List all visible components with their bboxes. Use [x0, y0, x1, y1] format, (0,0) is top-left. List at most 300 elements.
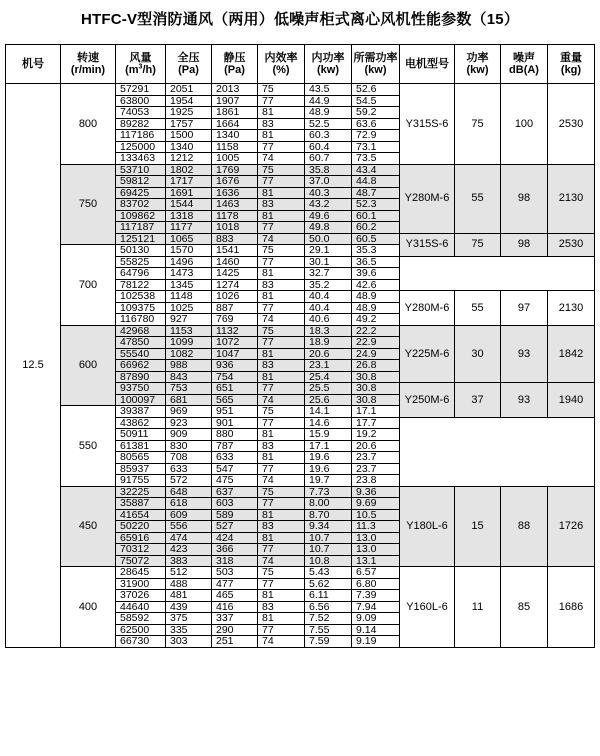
required-power-cell: 30.8 [352, 371, 400, 383]
internal-power-cell: 60.7 [305, 153, 352, 165]
total-pressure-cell: 1148 [166, 291, 212, 303]
static-pressure-cell: 1005 [212, 153, 258, 165]
airflow-cell: 42968 [116, 325, 166, 337]
airflow-cell: 64796 [116, 268, 166, 280]
total-pressure-cell: 2051 [166, 84, 212, 96]
internal-power-cell: 35.8 [305, 164, 352, 176]
weight-cell: 2530 [548, 233, 595, 256]
internal-power-cell: 40.4 [305, 302, 352, 314]
efficiency-cell: 83 [258, 521, 305, 533]
speed-cell: 800 [61, 84, 116, 165]
table-row [6, 567, 595, 579]
noise-cell: 98 [501, 164, 548, 233]
total-pressure-cell: 1717 [166, 176, 212, 188]
total-pressure-cell: 927 [166, 314, 212, 326]
airflow-cell: 62500 [116, 624, 166, 636]
static-pressure-cell: 503 [212, 567, 258, 579]
efficiency-cell: 77 [258, 544, 305, 556]
efficiency-cell: 74 [258, 233, 305, 245]
static-pressure-cell: 1026 [212, 291, 258, 303]
airflow-cell: 53710 [116, 164, 166, 176]
total-pressure-cell: 303 [166, 636, 212, 648]
power-cell: 55 [455, 291, 501, 326]
efficiency-cell: 77 [258, 463, 305, 475]
required-power-cell: 9.14 [352, 624, 400, 636]
airflow-cell: 63800 [116, 95, 166, 107]
header-row [6, 45, 595, 84]
static-pressure-cell: 251 [212, 636, 258, 648]
efficiency-cell: 83 [258, 199, 305, 211]
internal-power-cell: 8.70 [305, 509, 352, 521]
internal-power-cell: 32.7 [305, 268, 352, 280]
weight-cell: 1726 [548, 486, 595, 567]
total-pressure-cell: 1691 [166, 187, 212, 199]
performance-table [5, 44, 595, 648]
internal-power-cell: 17.1 [305, 440, 352, 452]
static-pressure-cell: 416 [212, 601, 258, 613]
required-power-cell: 73.1 [352, 141, 400, 153]
required-power-cell: 17.1 [352, 406, 400, 418]
noise-cell: 97 [501, 291, 548, 326]
required-power-cell: 54.5 [352, 95, 400, 107]
static-pressure-cell: 477 [212, 578, 258, 590]
header-model: 机号 [6, 45, 61, 84]
efficiency-cell: 75 [258, 486, 305, 498]
internal-power-cell: 10.7 [305, 544, 352, 556]
total-pressure-cell: 512 [166, 567, 212, 579]
internal-power-cell: 9.34 [305, 521, 352, 533]
efficiency-cell: 77 [258, 141, 305, 153]
model-number-cell: 12.5 [6, 84, 61, 648]
internal-power-cell: 6.56 [305, 601, 352, 613]
airflow-cell: 50220 [116, 521, 166, 533]
static-pressure-cell: 880 [212, 429, 258, 441]
airflow-cell: 74053 [116, 107, 166, 119]
internal-power-cell: 49.6 [305, 210, 352, 222]
airflow-cell: 44640 [116, 601, 166, 613]
efficiency-cell: 77 [258, 256, 305, 268]
static-pressure-cell: 1178 [212, 210, 258, 222]
internal-power-cell: 6.11 [305, 590, 352, 602]
speed-cell: 600 [61, 325, 116, 406]
static-pressure-cell: 337 [212, 613, 258, 625]
required-power-cell: 35.3 [352, 245, 400, 257]
power-cell: 15 [455, 486, 501, 567]
efficiency-cell: 83 [258, 360, 305, 372]
internal-power-cell: 43.2 [305, 199, 352, 211]
efficiency-cell: 81 [258, 371, 305, 383]
required-power-cell: 48.9 [352, 291, 400, 303]
airflow-cell: 41654 [116, 509, 166, 521]
airflow-cell: 65916 [116, 532, 166, 544]
efficiency-cell: 77 [258, 302, 305, 314]
static-pressure-cell: 589 [212, 509, 258, 521]
performance-table-wrapper [5, 44, 594, 648]
total-pressure-cell: 1345 [166, 279, 212, 291]
required-power-cell: 52.3 [352, 199, 400, 211]
total-pressure-cell: 1082 [166, 348, 212, 360]
required-power-cell: 60.2 [352, 222, 400, 234]
total-pressure-cell: 609 [166, 509, 212, 521]
table-body [6, 84, 595, 648]
internal-power-cell: 7.73 [305, 486, 352, 498]
internal-power-cell: 35.2 [305, 279, 352, 291]
airflow-cell: 57291 [116, 84, 166, 96]
page-title: HTFC-V型消防通风（两用）低噪声柜式离心风机性能参数（15） [80, 11, 520, 28]
static-pressure-cell: 2013 [212, 84, 258, 96]
internal-power-cell: 8.00 [305, 498, 352, 510]
power-cell: 37 [455, 383, 501, 418]
required-power-cell: 39.6 [352, 268, 400, 280]
total-pressure-cell: 1212 [166, 153, 212, 165]
airflow-cell: 35887 [116, 498, 166, 510]
airflow-cell: 109862 [116, 210, 166, 222]
total-pressure-cell: 335 [166, 624, 212, 636]
static-pressure-cell: 787 [212, 440, 258, 452]
required-power-cell: 26.8 [352, 360, 400, 372]
internal-power-cell: 60.3 [305, 130, 352, 142]
internal-power-cell: 40.3 [305, 187, 352, 199]
airflow-cell: 70312 [116, 544, 166, 556]
efficiency-cell: 77 [258, 337, 305, 349]
required-power-cell: 22.2 [352, 325, 400, 337]
efficiency-cell: 74 [258, 636, 305, 648]
airflow-cell: 117187 [116, 222, 166, 234]
airflow-cell: 83702 [116, 199, 166, 211]
efficiency-cell: 77 [258, 498, 305, 510]
airflow-cell: 55825 [116, 256, 166, 268]
efficiency-cell: 81 [258, 509, 305, 521]
efficiency-cell: 74 [258, 314, 305, 326]
table-row [6, 84, 595, 96]
header-noise: 噪声 dB(A) [501, 45, 548, 84]
static-pressure-cell: 547 [212, 463, 258, 475]
static-pressure-cell: 1132 [212, 325, 258, 337]
efficiency-cell: 83 [258, 118, 305, 130]
airflow-cell: 47850 [116, 337, 166, 349]
header-total-pressure: 全压 (Pa) [166, 45, 212, 84]
power-cell: 11 [455, 567, 501, 648]
total-pressure-cell: 1473 [166, 268, 212, 280]
airflow-cell: 55540 [116, 348, 166, 360]
internal-power-cell: 10.8 [305, 555, 352, 567]
required-power-cell: 13.0 [352, 544, 400, 556]
motor-model-cell: Y225M-6 [400, 325, 455, 383]
airflow-cell: 93750 [116, 383, 166, 395]
required-power-cell: 13.1 [352, 555, 400, 567]
total-pressure-cell: 1544 [166, 199, 212, 211]
static-pressure-cell: 1018 [212, 222, 258, 234]
total-pressure-cell: 830 [166, 440, 212, 452]
internal-power-cell: 60.4 [305, 141, 352, 153]
static-pressure-cell: 1072 [212, 337, 258, 349]
header-efficiency: 内效率 (%) [258, 45, 305, 84]
efficiency-cell: 75 [258, 406, 305, 418]
motor-model-cell: Y280M-6 [400, 164, 455, 233]
total-pressure-cell: 843 [166, 371, 212, 383]
static-pressure-cell: 883 [212, 233, 258, 245]
total-pressure-cell: 969 [166, 406, 212, 418]
airflow-cell: 78122 [116, 279, 166, 291]
internal-power-cell: 23.1 [305, 360, 352, 372]
airflow-cell: 37026 [116, 590, 166, 602]
internal-power-cell: 25.5 [305, 383, 352, 395]
airflow-cell: 80565 [116, 452, 166, 464]
power-cell: 55 [455, 164, 501, 233]
internal-power-cell: 5.43 [305, 567, 352, 579]
header-speed: 转速 (r/min) [61, 45, 116, 84]
required-power-cell: 23.8 [352, 475, 400, 487]
airflow-cell: 69425 [116, 187, 166, 199]
header-internal-power: 内功率 (kw) [305, 45, 352, 84]
airflow-cell: 89282 [116, 118, 166, 130]
static-pressure-cell: 603 [212, 498, 258, 510]
required-power-cell: 22.9 [352, 337, 400, 349]
static-pressure-cell: 637 [212, 486, 258, 498]
header-airflow: 风量 $(m^3/h)$ [116, 45, 166, 84]
motor-model-cell: Y280M-6 [400, 291, 455, 326]
internal-power-cell: 30.1 [305, 256, 352, 268]
required-power-cell: 60.5 [352, 233, 400, 245]
internal-power-cell: 49.8 [305, 222, 352, 234]
table-row [6, 325, 595, 337]
required-power-cell: 48.7 [352, 187, 400, 199]
internal-power-cell: 50.0 [305, 233, 352, 245]
total-pressure-cell: 923 [166, 417, 212, 429]
efficiency-cell: 74 [258, 394, 305, 406]
efficiency-cell: 81 [258, 291, 305, 303]
weight-cell: 2130 [548, 291, 595, 326]
internal-power-cell: 25.4 [305, 371, 352, 383]
motor-model-cell: Y180L-6 [400, 486, 455, 567]
total-pressure-cell: 423 [166, 544, 212, 556]
static-pressure-cell: 901 [212, 417, 258, 429]
airflow-cell: 28645 [116, 567, 166, 579]
required-power-cell: 7.94 [352, 601, 400, 613]
efficiency-cell: 75 [258, 325, 305, 337]
table-row [6, 164, 595, 176]
required-power-cell: 60.1 [352, 210, 400, 222]
total-pressure-cell: 1340 [166, 141, 212, 153]
static-pressure-cell: 633 [212, 452, 258, 464]
total-pressure-cell: 1153 [166, 325, 212, 337]
total-pressure-cell: 375 [166, 613, 212, 625]
internal-power-cell: 40.6 [305, 314, 352, 326]
internal-power-cell: 25.6 [305, 394, 352, 406]
efficiency-cell: 83 [258, 279, 305, 291]
table-row [6, 486, 595, 498]
total-pressure-cell: 1025 [166, 302, 212, 314]
efficiency-cell: 77 [258, 222, 305, 234]
efficiency-cell: 77 [258, 176, 305, 188]
airflow-cell: 109375 [116, 302, 166, 314]
static-pressure-cell: 1460 [212, 256, 258, 268]
total-pressure-cell: 1757 [166, 118, 212, 130]
required-power-cell: 52.6 [352, 84, 400, 96]
efficiency-cell: 81 [258, 532, 305, 544]
required-power-cell: 17.7 [352, 417, 400, 429]
weight-cell: 2130 [548, 164, 595, 233]
efficiency-cell: 74 [258, 153, 305, 165]
total-pressure-cell: 708 [166, 452, 212, 464]
required-power-cell: 48.9 [352, 302, 400, 314]
efficiency-cell: 81 [258, 268, 305, 280]
efficiency-cell: 77 [258, 624, 305, 636]
airflow-cell: 32225 [116, 486, 166, 498]
required-power-cell: 73.5 [352, 153, 400, 165]
static-pressure-cell: 887 [212, 302, 258, 314]
static-pressure-cell: 951 [212, 406, 258, 418]
airflow-cell: 50911 [116, 429, 166, 441]
efficiency-cell: 81 [258, 348, 305, 360]
noise-cell: 98 [501, 233, 548, 256]
required-power-cell: 44.8 [352, 176, 400, 188]
efficiency-cell: 81 [258, 187, 305, 199]
motor-model-cell: Y315S-6 [400, 233, 455, 256]
noise-cell: 85 [501, 567, 548, 648]
required-power-cell: 20.6 [352, 440, 400, 452]
required-power-cell: 36.5 [352, 256, 400, 268]
airflow-cell: 39387 [116, 406, 166, 418]
internal-power-cell: 18.3 [305, 325, 352, 337]
efficiency-cell: 77 [258, 417, 305, 429]
efficiency-cell: 77 [258, 383, 305, 395]
static-pressure-cell: 651 [212, 383, 258, 395]
static-pressure-cell: 290 [212, 624, 258, 636]
airflow-cell: 125000 [116, 141, 166, 153]
weight-cell: 1842 [548, 325, 595, 383]
static-pressure-cell: 1274 [212, 279, 258, 291]
static-pressure-cell: 936 [212, 360, 258, 372]
airflow-cell: 87890 [116, 371, 166, 383]
static-pressure-cell: 1861 [212, 107, 258, 119]
static-pressure-cell: 769 [212, 314, 258, 326]
internal-power-cell: 15.9 [305, 429, 352, 441]
internal-power-cell: 7.55 [305, 624, 352, 636]
static-pressure-cell: 465 [212, 590, 258, 602]
static-pressure-cell: 565 [212, 394, 258, 406]
total-pressure-cell: 439 [166, 601, 212, 613]
static-pressure-cell: 1907 [212, 95, 258, 107]
airflow-cell: 102538 [116, 291, 166, 303]
airflow-cell: 61381 [116, 440, 166, 452]
required-power-cell: 43.4 [352, 164, 400, 176]
total-pressure-cell: 1099 [166, 337, 212, 349]
motor-model-cell: Y315S-6 [400, 84, 455, 165]
internal-power-cell: 37.0 [305, 176, 352, 188]
total-pressure-cell: 681 [166, 394, 212, 406]
header-required-power: 所需功率 (kw) [352, 45, 400, 84]
internal-power-cell: 44.9 [305, 95, 352, 107]
noise-cell: 93 [501, 325, 548, 383]
required-power-cell: 9.36 [352, 486, 400, 498]
total-pressure-cell: 988 [166, 360, 212, 372]
static-pressure-cell: 1769 [212, 164, 258, 176]
total-pressure-cell: 474 [166, 532, 212, 544]
motor-model-cell: Y250M-6 [400, 383, 455, 418]
static-pressure-cell: 1463 [212, 199, 258, 211]
airflow-cell: 59812 [116, 176, 166, 188]
internal-power-cell: 14.6 [305, 417, 352, 429]
static-pressure-cell: 1158 [212, 141, 258, 153]
speed-cell: 750 [61, 164, 116, 245]
total-pressure-cell: 909 [166, 429, 212, 441]
static-pressure-cell: 1047 [212, 348, 258, 360]
required-power-cell: 72.9 [352, 130, 400, 142]
internal-power-cell: 10.7 [305, 532, 352, 544]
speed-cell: 700 [61, 245, 116, 326]
required-power-cell: 7.39 [352, 590, 400, 602]
internal-power-cell: 7.52 [305, 613, 352, 625]
static-pressure-cell: 318 [212, 555, 258, 567]
internal-power-cell: 48.9 [305, 107, 352, 119]
total-pressure-cell: 1802 [166, 164, 212, 176]
power-cell: 75 [455, 84, 501, 165]
efficiency-cell: 77 [258, 95, 305, 107]
efficiency-cell: 81 [258, 613, 305, 625]
airflow-cell: 116780 [116, 314, 166, 326]
total-pressure-cell: 648 [166, 486, 212, 498]
internal-power-cell: 52.5 [305, 118, 352, 130]
required-power-cell: 9.69 [352, 498, 400, 510]
required-power-cell: 11.3 [352, 521, 400, 533]
total-pressure-cell: 488 [166, 578, 212, 590]
required-power-cell: 59.2 [352, 107, 400, 119]
internal-power-cell: 18.9 [305, 337, 352, 349]
required-power-cell: 23.7 [352, 463, 400, 475]
internal-power-cell: 7.59 [305, 636, 352, 648]
total-pressure-cell: 1318 [166, 210, 212, 222]
efficiency-cell: 77 [258, 578, 305, 590]
required-power-cell: 49.2 [352, 314, 400, 326]
required-power-cell: 30.8 [352, 383, 400, 395]
static-pressure-cell: 1636 [212, 187, 258, 199]
efficiency-cell: 75 [258, 567, 305, 579]
airflow-cell: 133463 [116, 153, 166, 165]
total-pressure-cell: 1496 [166, 256, 212, 268]
required-power-cell: 23.7 [352, 452, 400, 464]
total-pressure-cell: 633 [166, 463, 212, 475]
efficiency-cell: 74 [258, 475, 305, 487]
efficiency-cell: 81 [258, 107, 305, 119]
total-pressure-cell: 572 [166, 475, 212, 487]
internal-power-cell: 14.1 [305, 406, 352, 418]
weight-cell: 2530 [548, 84, 595, 165]
efficiency-cell: 81 [258, 429, 305, 441]
required-power-cell: 30.8 [352, 394, 400, 406]
efficiency-cell: 83 [258, 440, 305, 452]
static-pressure-cell: 366 [212, 544, 258, 556]
airflow-cell: 85937 [116, 463, 166, 475]
efficiency-cell: 81 [258, 210, 305, 222]
required-power-cell: 6.57 [352, 567, 400, 579]
required-power-cell: 6.80 [352, 578, 400, 590]
efficiency-cell: 83 [258, 601, 305, 613]
airflow-cell: 75072 [116, 555, 166, 567]
static-pressure-cell: 424 [212, 532, 258, 544]
airflow-cell: 66730 [116, 636, 166, 648]
efficiency-cell: 81 [258, 130, 305, 142]
airflow-cell: 31900 [116, 578, 166, 590]
required-power-cell: 9.19 [352, 636, 400, 648]
header-weight: 重量 (kg) [548, 45, 595, 84]
required-power-cell: 19.2 [352, 429, 400, 441]
power-cell: 75 [455, 233, 501, 256]
noise-cell: 93 [501, 383, 548, 418]
noise-cell: 100 [501, 84, 548, 165]
airflow-cell: 125121 [116, 233, 166, 245]
required-power-cell: 42.6 [352, 279, 400, 291]
